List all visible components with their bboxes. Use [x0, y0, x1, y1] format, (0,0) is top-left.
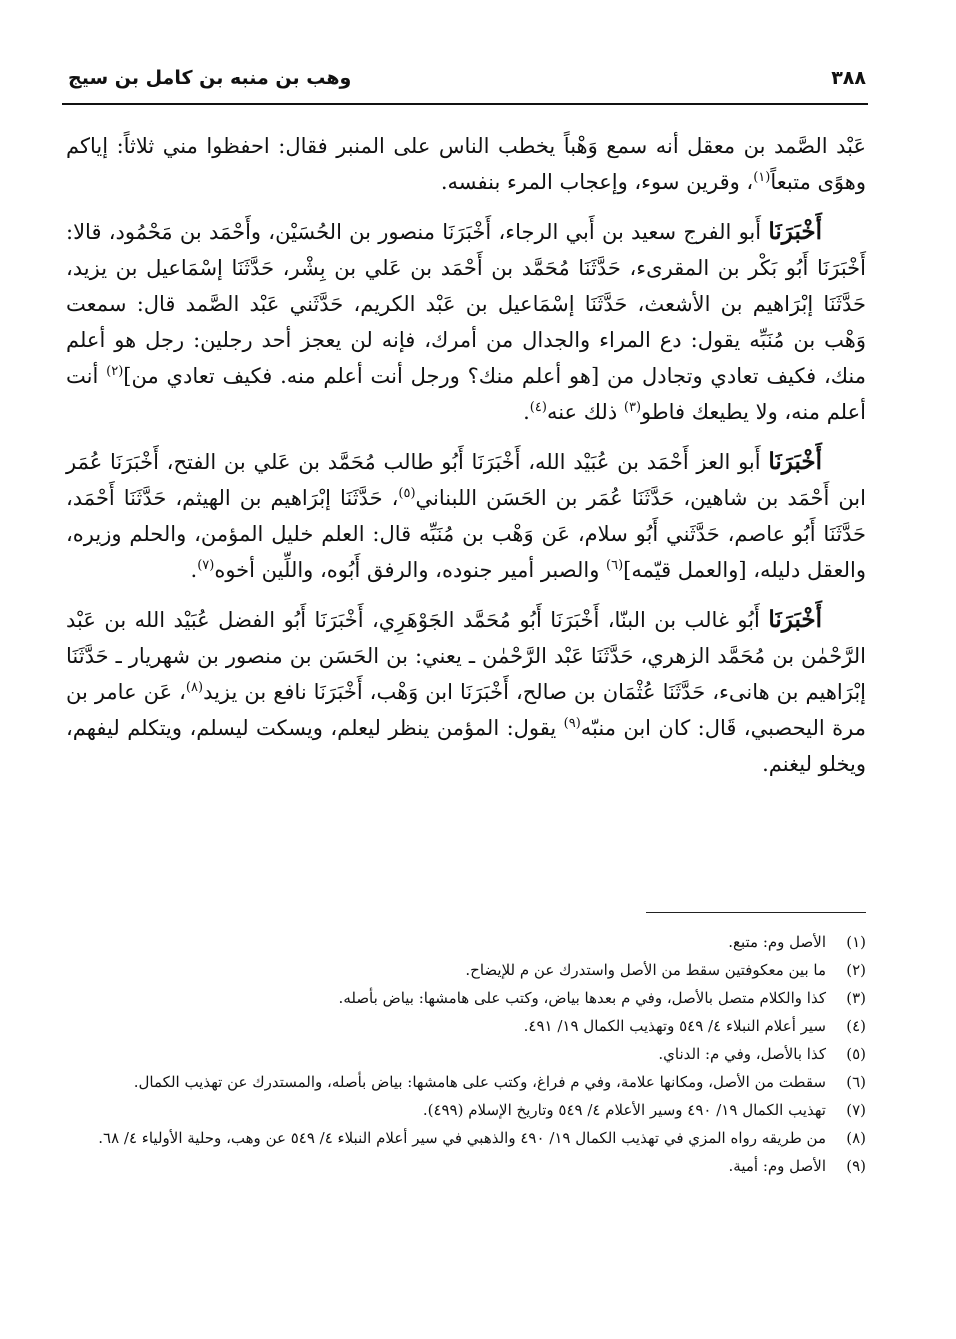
- text-run: ، وقرين سوء، وإعجاب المرء بنفسه.: [440, 170, 754, 194]
- footnote-marker: (١): [753, 170, 771, 185]
- footnote-item: [66, 956, 866, 984]
- footnote-marker: (٤): [529, 400, 547, 415]
- footnote-marker: (٨): [185, 680, 204, 695]
- akhbarana-keyword: أَخْبَرَنَا: [768, 448, 822, 475]
- footnote-number: (٧): [846, 1101, 866, 1119]
- text-run: يقول: المؤمن ينظر ليعلم، ويسكت ليسلم، ويتكلم ليفهم، ويخلو ليغنم.: [66, 716, 866, 776]
- paragraph-3: [66, 444, 866, 588]
- footnote-item: [66, 928, 866, 956]
- footnote-divider: [646, 912, 866, 913]
- footnote-marker: (٢): [106, 364, 124, 379]
- footnote-number: (٨): [846, 1129, 866, 1147]
- footnote-number: (٣): [846, 989, 866, 1007]
- main-text: [66, 128, 866, 796]
- footnote-marker: (٦): [606, 558, 624, 573]
- footnote-item: [66, 1040, 866, 1068]
- footnote-text: الأصل وم: أمية.: [728, 1157, 826, 1175]
- paragraph-2: [66, 214, 866, 430]
- page-number: ٣٨٨: [831, 67, 866, 89]
- text-run: ذلك عنه: [546, 400, 624, 424]
- footnote-item: [66, 1068, 866, 1096]
- footnote-number: (٩): [846, 1157, 866, 1175]
- footnote-marker: (٩): [563, 716, 581, 731]
- text-run: .: [523, 400, 530, 424]
- text-run: .: [190, 558, 198, 582]
- footnote-text: كذا بالأصل، وفي م: الدناي.: [658, 1045, 826, 1063]
- footnote-text: كذا والكلام متصل بالأصل، وفي م بعدها بياض، وكتب على هامشها: بياض بأصله.: [338, 989, 826, 1007]
- text-run: والصبر أمير جنوده، والرفق أَبُوه، واللِّين أخوه: [214, 558, 607, 582]
- text-run: ، حَدَّثَنَا إبْرَاهيم بن الهيثم، حَدَّثَنَا أَحْمَد، حَدَّثَنَا أَبُو عاصم، حَدَّثَني أَبُو سلام، عَن وَهْب بن مُنَبِّه قال: العلم خليل المؤمن، والحلم وزيره، والعقل دليله، [والعمل قيّمه]: [66, 486, 866, 582]
- footnote-text: سير أعلام النبلاء ٤/ ٥٤٩ وتهذيب الكمال ١٩/ ٤٩١.: [523, 1017, 826, 1035]
- footnote-number: (٥): [846, 1045, 866, 1063]
- footnote-number: (٤): [846, 1017, 866, 1035]
- footnote-text: سقطت من الأصل، ومكانها علامة، وفي م فراغ، وكتب على هامشها: بياض بأصله، والمستدرك عن تهذيب الكمال.: [133, 1073, 826, 1091]
- footnote-number: (١): [846, 933, 866, 951]
- footnote-marker: (٣): [623, 400, 642, 415]
- text-run: أنت أعلم منه، ولا يطيعك فاطو: [66, 364, 866, 424]
- akhbarana-keyword: أَخْبَرَنَا: [768, 606, 822, 633]
- footnote-marker: (٧): [197, 558, 215, 573]
- header-divider: [62, 103, 868, 105]
- footnote-item: [66, 1012, 866, 1040]
- footnote-item: [66, 1124, 866, 1152]
- footnote-marker: (٥): [398, 486, 416, 501]
- running-title: وهب بن منبه بن كامل بن سيج: [68, 67, 352, 89]
- akhbarana-keyword: أَخْبَرَنَا: [768, 218, 822, 245]
- page-header: [68, 60, 866, 96]
- text-run: أَبو الفرج سعيد بن أَبي الرجاء، أَخْبَرَنَا منصور بن الحُسَيْن، وأَحْمَد بن مَحْمُود، قالا: أَخْبَرَنَا أَبُو بَكْر بن المقرىء، حَدَّثَنَا مُحَمَّد بن أَحْمَد بن عَلي بن بِشْر، حَدَّثَنَا إسْمَاعيل بن يزيد، حَدَّثَنَا إبْرَاهيم بن الأشعث، حَدَّثَنَا إسْمَاعيل بن عَبْد الكريم، حَدَّثَني عَبْد الصَّمد قال: سمعت وَهْب بن مُنَبِّه يقول: دع المراء والجدال من أمرك، فإنه لن يعجز أحد رجلين: رجل هو أعلم منك، فكيف تعادي وتجادل من [هو أعلم منك؟ ورجل أنت أعلم منه. فكيف تعادي من]: [66, 220, 867, 388]
- footnote-number: (٢): [846, 961, 866, 979]
- footnote-item: [66, 1152, 866, 1180]
- footnote-text: من طريقه رواه المزي في تهذيب الكمال ١٩/ ٤٩٠ والذهبي في سير أعلام النبلاء ٤/ ٥٤٩ عن وهب، وحلية الأولياء ٤/ ٦٨.: [98, 1129, 826, 1147]
- footnote-item: [66, 1096, 866, 1124]
- text-run: أَبو العز أَحْمَد بن عُبَيْد الله، أَخْبَرَنَا أَبُو طالب مُحَمَّد بن عَلي بن الفتح، أَخْبَرَنَا عُمَر ابن أَحْمَد بن شاهين، حَدَّثَنَا عُمَر بن الحَسَن اللبناني: [66, 450, 866, 510]
- paragraph-1: [66, 128, 866, 200]
- footnotes: [66, 928, 866, 1180]
- footnote-item: [66, 984, 866, 1012]
- footnote-text: الأصل وم: متبع.: [728, 933, 826, 951]
- footnote-text: تهذيب الكمال ١٩/ ٤٩٠ وسير الأعلام ٤/ ٥٤٩ وتاريخ الإسلام (٤٩٩).: [422, 1101, 826, 1119]
- text-run: عَبْد الصَّمد بن معقل أنه سمع وَهْباً يخطب الناس على المنبر فقال: احفظوا مني ثلاثاً: إياكم وهوًى متبعاً: [66, 134, 866, 194]
- text-run: ، عَن عامر بن مرة اليحصبي، قَال: كان ابن منبّه: [66, 680, 866, 740]
- text-run: أَبُو غالب بن البنّا، أَخْبَرَنَا أَبُو مُحَمَّد الجَوْهَرِي، أَخْبَرَنَا أَبُو الفضل عُبَيْد الله بن عَبْد الرَّحْمٰن بن مُحَمَّد الزهري، حَدَّثَنَا عَبْد الرَّحْمٰن ـ يعني: بن الحَسَن بن منصور بن شهريار ـ حَدَّثَنَا إبْرَاهيم بن هانىء، حَدَّثَنَا عُثْمَان بن صالح، أَخْبَرَنَا ابن وَهْب، أَخْبَرَنَا نافع بن يزيد: [66, 608, 866, 704]
- footnote-number: (٦): [846, 1073, 866, 1091]
- paragraph-4: [66, 602, 866, 782]
- footnote-text: ما بين معكوفتين سقط من الأصل واستدرك عن م للإيضاح.: [465, 961, 826, 979]
